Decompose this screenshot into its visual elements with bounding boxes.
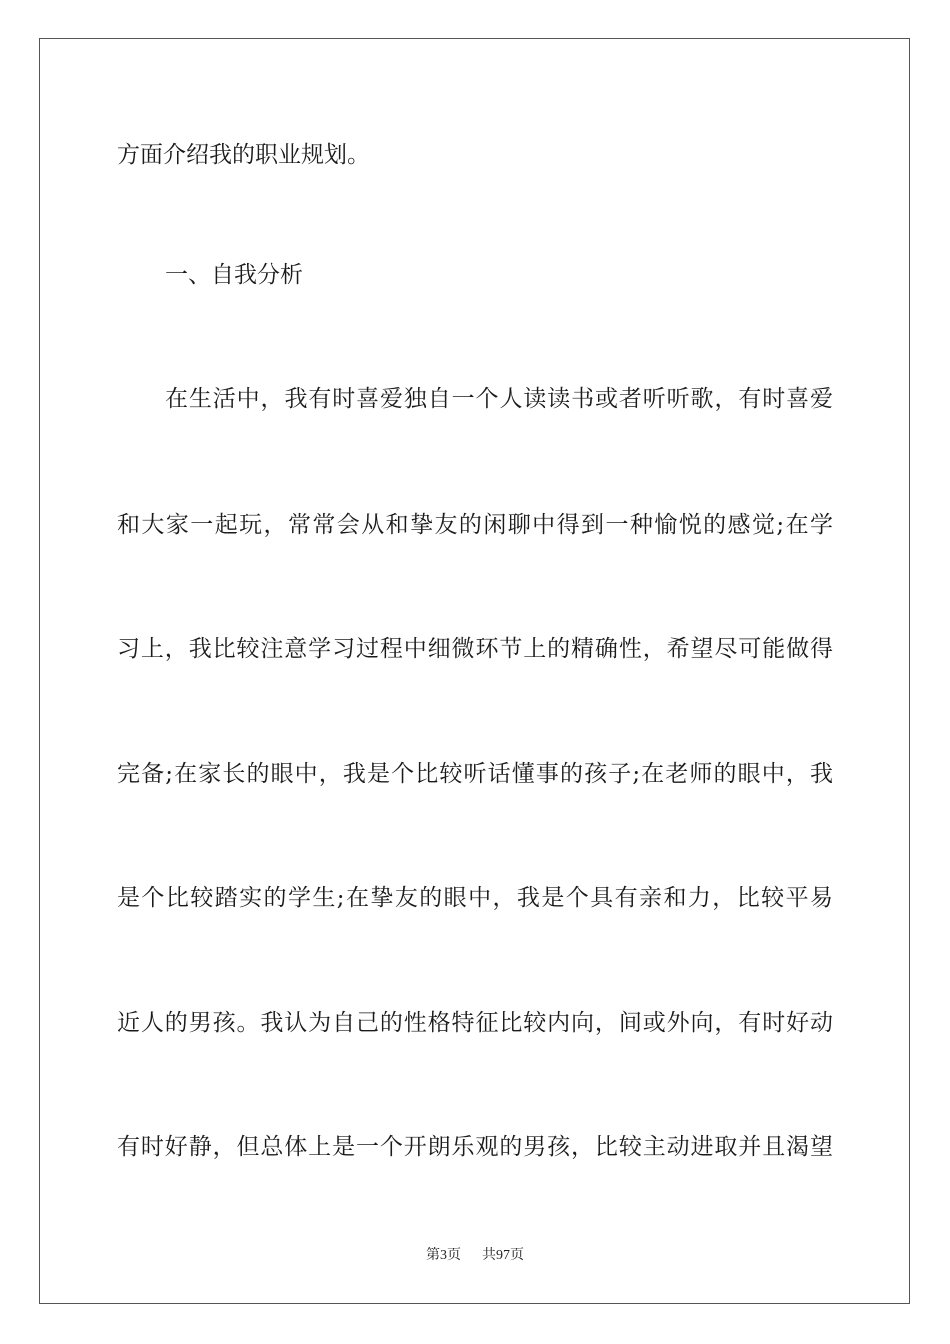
text-line-9: 有时好静，但总体上是一个开朗乐观的男孩，比较主动进取并且渴望 bbox=[117, 1134, 833, 1160]
text-line-3: 在生活中，我有时喜爱独自一个人读读书或者听听歌，有时喜爱 bbox=[165, 386, 833, 412]
text-line-1: 方面介绍我的职业规划。 bbox=[117, 142, 370, 168]
total-pages: 共97页 bbox=[482, 1248, 524, 1263]
section-heading: 一、自我分析 bbox=[165, 262, 303, 288]
page-number: 第3页 bbox=[426, 1248, 461, 1263]
text-line-6: 完备;在家长的眼中，我是个比较听话懂事的孩子;在老师的眼中，我 bbox=[117, 761, 833, 787]
page-footer bbox=[0, 1247, 950, 1265]
text-line-7: 是个比较踏实的学生;在挚友的眼中，我是个具有亲和力，比较平易 bbox=[117, 885, 833, 911]
text-line-5: 习上，我比较注意学习过程中细微环节上的精确性，希望尽可能做得 bbox=[117, 636, 833, 662]
text-line-4: 和大家一起玩，常常会从和挚友的闲聊中得到一种愉悦的感觉;在学 bbox=[117, 512, 833, 538]
text-line-8: 近人的男孩。我认为自己的性格特征比较内向，间或外向，有时好动 bbox=[117, 1010, 833, 1036]
page-border bbox=[39, 38, 910, 1304]
